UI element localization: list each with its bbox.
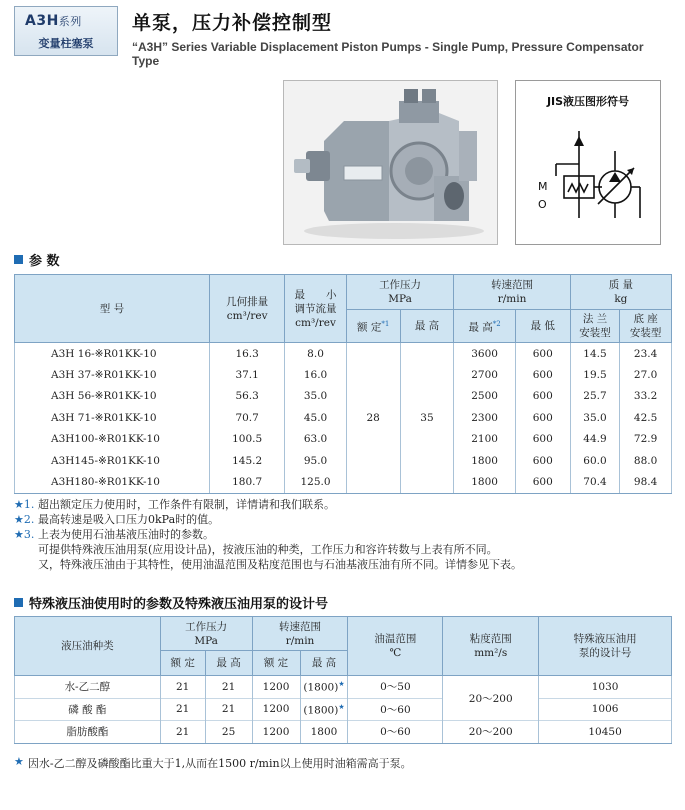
cell-mass-flange: 14.5	[570, 343, 620, 365]
section-parameters-heading	[14, 250, 60, 269]
note-continuation: 又，特殊液压油由于其特性，使用油温范围及粘度范围也与石油基液压油有所不同。详情参见下表。	[38, 558, 522, 571]
cell-oil-temp: 0～60	[348, 698, 443, 721]
parameter-notes	[14, 497, 674, 572]
cell-pressure-max: 25	[205, 721, 252, 744]
cell-model: A3H145-※R01KK-10	[15, 450, 210, 472]
cell-speed-max: (1800)★	[300, 698, 348, 721]
header-displacement: 几何排量 cm³/rev	[209, 275, 284, 343]
cell-speed-rated: 1200	[252, 721, 300, 744]
cell-mass-foot: 72.9	[620, 429, 672, 451]
cell-design-number: 10450	[539, 721, 672, 744]
jis-symbol-box	[515, 80, 661, 245]
cell-fluid: 磷 酸 酯	[15, 698, 161, 721]
note-item: ★3. 上表为使用石油基液压油时的参数。	[14, 528, 214, 541]
header-min-flow: 最 小 调节流量 cm³/rev	[285, 275, 346, 343]
cell-displacement: 180.7	[209, 472, 284, 494]
cell-speed-min: 600	[515, 364, 570, 386]
header-oil-temp: 油温范围 ℃	[348, 617, 443, 676]
star-icon: ★	[14, 755, 24, 768]
cell-fluid: 水-乙二醇	[15, 676, 161, 699]
symbol-label-o: O	[538, 198, 547, 211]
cell-fluid: 脂肪酸酯	[15, 721, 161, 744]
table-row	[15, 472, 672, 494]
header-mass: 质 量 kg	[570, 275, 671, 310]
cell-min-flow: 45.0	[285, 407, 346, 429]
hydraulic-symbol-icon	[516, 106, 662, 246]
cell-rated-pressure: 28	[346, 343, 400, 494]
header-speed: 转速范围 r/min	[252, 617, 348, 651]
table-row	[15, 429, 672, 451]
table-row	[15, 386, 672, 408]
cell-pressure-rated: 21	[160, 698, 205, 721]
header-speed: 转速范围 r/min	[454, 275, 570, 310]
header-pressure-rated: 额 定$^{*1}$	[346, 310, 400, 343]
cell-mass-flange: 70.4	[570, 472, 620, 494]
cell-speed-max: 1800	[454, 450, 515, 472]
header-mass-flange: 法 兰 安装型	[570, 310, 620, 343]
cell-mass-flange: 35.0	[570, 407, 620, 429]
header-pressure: 工作压力 MPa	[346, 275, 454, 310]
page-subtitle: “A3H” Series Variable Displacement Piston Pumps - Single Pump, Pressure Compensator Type	[132, 40, 644, 68]
note-item: ★1. 超出额定压力使用时，工作条件有限制，详情请和我们联系。	[14, 498, 335, 511]
cell-design-number: 1006	[539, 698, 672, 721]
cell-pressure-max: 21	[205, 698, 252, 721]
cell-min-flow: 8.0	[285, 343, 346, 365]
cell-min-flow: 125.0	[285, 472, 346, 494]
cell-speed-max: 2100	[454, 429, 515, 451]
cell-oil-temp: 0～50	[348, 676, 443, 699]
cell-mass-foot: 27.0	[620, 364, 672, 386]
cell-mass-foot: 33.2	[620, 386, 672, 408]
cell-pressure-rated: 21	[160, 676, 205, 699]
note-continuation: 可提供特殊液压油用泵(应用设计品)，按液压油的种类，工作压力和容许转数与上表有所不同。	[38, 543, 498, 556]
jis-symbol-title: JIS液压图形符号	[546, 95, 630, 108]
series-badge-bottom: 变量柱塞泵	[38, 37, 94, 50]
cell-speed-min: 600	[515, 343, 570, 365]
cell-displacement: 56.3	[209, 386, 284, 408]
table-row	[15, 721, 672, 744]
cell-displacement: 70.7	[209, 407, 284, 429]
header-design-number: 特殊液压油用 泵的设计号	[539, 617, 672, 676]
pump-illustration	[284, 81, 498, 245]
cell-speed-rated: 1200	[252, 676, 300, 699]
cell-speed-max: 2500	[454, 386, 515, 408]
table-row	[15, 450, 672, 472]
cell-model: A3H100-※R01KK-10	[15, 429, 210, 451]
cell-min-flow: 35.0	[285, 386, 346, 408]
series-badge-top: A3H系列	[25, 13, 82, 29]
cell-speed-min: 600	[515, 472, 570, 494]
cell-speed-min: 600	[515, 407, 570, 429]
table-row	[15, 343, 672, 365]
cell-mass-flange: 19.5	[570, 364, 620, 386]
footnote-text: 因水-乙二醇及磷酸酯比重大于1,从而在1500 r/min以上使用时油箱需高于泵。	[27, 757, 412, 770]
header-speed-rated: 额 定	[252, 651, 300, 676]
pump-photo	[283, 80, 498, 245]
note-item: ★2. 最高转速是吸入口压力0kPa时的值。	[14, 513, 220, 526]
page-title: 单泵，压力补偿控制型	[132, 12, 333, 34]
table-row	[15, 698, 672, 721]
cell-displacement: 16.3	[209, 343, 284, 365]
header-fluid-type: 液压油种类	[15, 617, 161, 676]
table-row	[15, 676, 672, 699]
cell-mass-foot: 23.4	[620, 343, 672, 365]
cell-model: A3H180-※R01KK-10	[15, 472, 210, 494]
section-square-icon	[14, 598, 23, 607]
cell-viscosity: 20～200	[443, 676, 539, 721]
cell-speed-max: 1800	[454, 472, 515, 494]
cell-min-flow: 16.0	[285, 364, 346, 386]
cell-speed-max: 3600	[454, 343, 515, 365]
cell-speed-min: 600	[515, 450, 570, 472]
header-speed-max: 最 高	[300, 651, 348, 676]
header-pressure-max: 最 高	[205, 651, 252, 676]
series-badge	[14, 6, 118, 56]
header-mass-foot: 底 座 安装型	[620, 310, 672, 343]
section-square-icon	[14, 255, 23, 264]
cell-model: A3H 71-※R01KK-10	[15, 407, 210, 429]
cell-speed-min: 600	[515, 386, 570, 408]
table-row	[15, 407, 672, 429]
header-model: 型 号	[15, 275, 210, 343]
header-pressure-max: 最 高	[400, 310, 454, 343]
header-pressure-rated: 额 定	[160, 651, 205, 676]
cell-speed-rated: 1200	[252, 698, 300, 721]
cell-displacement: 37.1	[209, 364, 284, 386]
cell-mass-flange: 44.9	[570, 429, 620, 451]
header-viscosity: 粘度范围 mm²/s	[443, 617, 539, 676]
cell-mass-foot: 42.5	[620, 407, 672, 429]
special-fluid-table	[14, 616, 672, 744]
symbol-label-m: M	[538, 180, 548, 193]
parameters-table-body	[14, 274, 672, 494]
cell-mass-foot: 88.0	[620, 450, 672, 472]
header-speed-min: 最 低	[515, 310, 570, 343]
cell-model: A3H 37-※R01KK-10	[15, 364, 210, 386]
section-parameters-title: 参 数	[29, 254, 60, 269]
cell-model: A3H 56-※R01KK-10	[15, 386, 210, 408]
cell-speed-min: 600	[515, 429, 570, 451]
cell-design-number: 1030	[539, 676, 672, 699]
section-special-fluid-title: 特殊液压油使用时的参数及特殊液压油用泵的设计号	[29, 597, 329, 612]
cell-pressure-max: 21	[205, 676, 252, 699]
cell-displacement: 100.5	[209, 429, 284, 451]
cell-speed-max: 1800	[300, 721, 348, 744]
cell-speed-max: 2700	[454, 364, 515, 386]
table-row	[15, 364, 672, 386]
cell-mass-foot: 98.4	[620, 472, 672, 494]
header-pressure: 工作压力 MPa	[160, 617, 252, 651]
cell-displacement: 145.2	[209, 450, 284, 472]
cell-speed-max: (1800)★	[300, 676, 348, 699]
cell-speed-max: 2300	[454, 407, 515, 429]
cell-mass-flange: 60.0	[570, 450, 620, 472]
cell-max-pressure: 35	[400, 343, 454, 494]
cell-pressure-rated: 21	[160, 721, 205, 744]
cell-viscosity: 20～200	[443, 721, 539, 744]
cell-mass-flange: 25.7	[570, 386, 620, 408]
section-special-fluid-heading	[14, 593, 328, 612]
cell-model: A3H 16-※R01KK-10	[15, 343, 210, 365]
header-speed-max: 最 高$^{*2}$	[454, 310, 515, 343]
cell-min-flow: 63.0	[285, 429, 346, 451]
cell-oil-temp: 0～60	[348, 721, 443, 744]
special-fluid-footnote	[14, 755, 412, 771]
cell-min-flow: 95.0	[285, 450, 346, 472]
